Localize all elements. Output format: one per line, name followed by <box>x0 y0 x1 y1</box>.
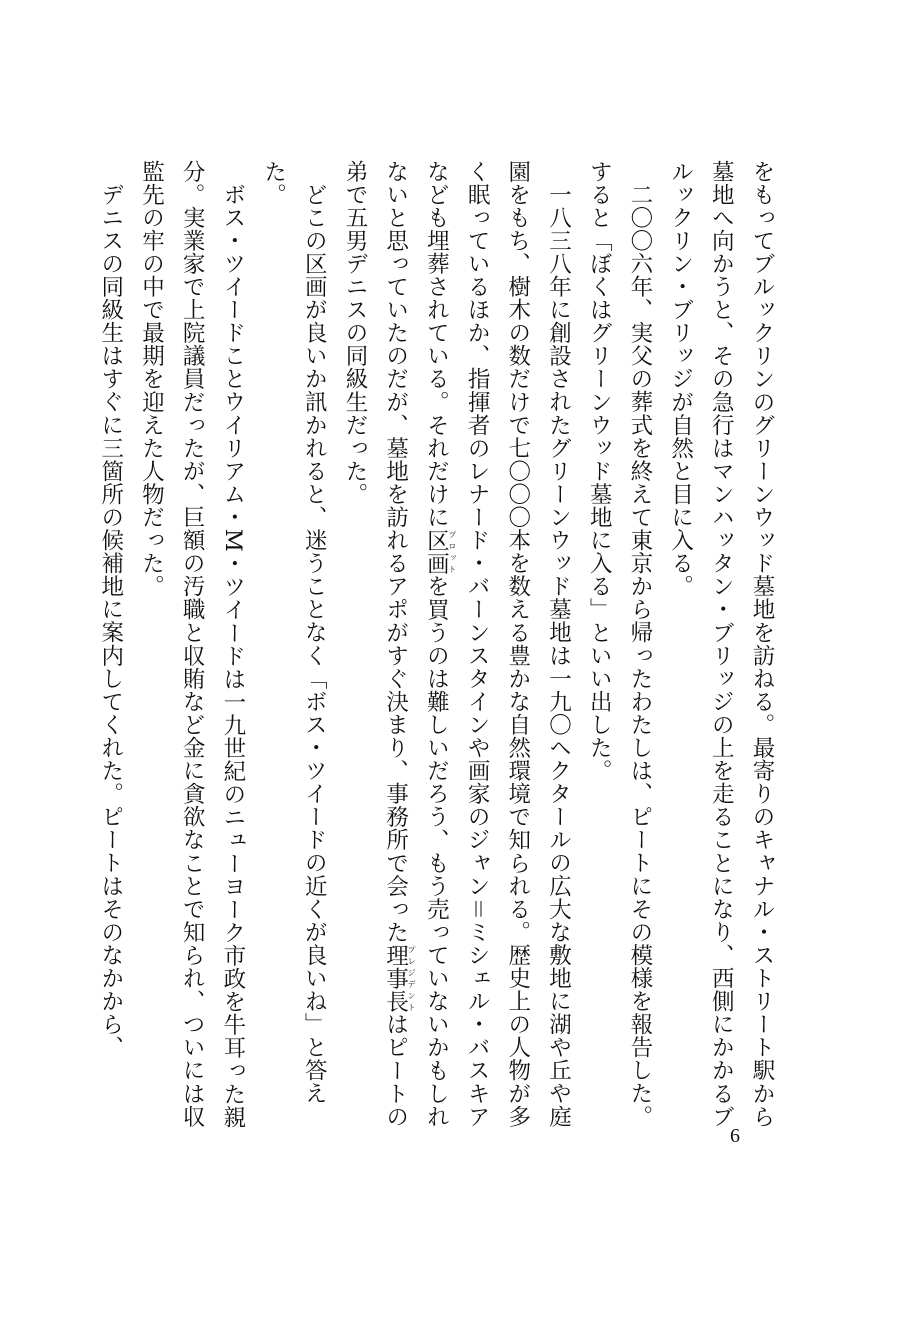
ruby-plot-reading: プロット <box>447 528 457 575</box>
vertical-body-text <box>97 160 782 1150</box>
ruby-plot: 区画プロット <box>423 528 457 575</box>
ruby-president: 理事長プレジデント <box>382 943 417 1013</box>
page-number: 6 <box>730 1125 740 1147</box>
paragraph-5: ボス・ツイードことウイリアム・M・ツイードは一九世紀のニューヨーク市政を牛耳った親分。実業家で上院議員だったが、巨額の汚職と収賄など金に貪欲なことで知られ、ついには収監先の牢の中で最期を迎えた人物だった。 <box>138 160 246 1129</box>
paragraph-6: デニスの同級生はすぐに三箇所の候補地に案内してくれた。ピートはそのなかから、 <box>97 182 124 1059</box>
paragraph-1: をもってブルックリンのグリーンウッド墓地を訪ねる。最寄りのキャナル・ストリート駅から墓地へ向かうと、その急行はマンハッタン・ブリッジの上を走ることになり、西側にかかるブルックリン・ブリッジが自然と目に入る。 <box>667 160 775 1129</box>
paragraph-3 <box>334 160 578 1150</box>
paragraph-3-text: 一八三八年に創設されたグリーンウッド墓地は一九〇ヘクタールの広大な敷地に湖や丘や庭園をもち、樹木の数だけで七〇〇〇本を数える豊かな自然環境で知られる。歴史上の人物が多く眠っているほか、指揮者のレナード・バーンスタインや画家のジャン＝ミシェル・バスキアなども埋葬されている。それだけに区画プロットを買うのは難しいだろう、もう売っていないかもしれないと思っていたのだが、墓地を訪れるアポがすぐ決まり、事務所で会った理事長プレジデントはピートの弟で五男デニスの同級生だった。 <box>341 160 572 1129</box>
ruby-president-reading: プレジデント <box>407 943 417 1013</box>
paragraph-2: 二〇〇六年、実父の葬式を終えて東京から帰ったわたしは、ピートにその模様を報告した。すると「ぼくはグリーンウッド墓地に入る」といい出した。 <box>586 160 653 1128</box>
paragraph-4: どこの区画が良いか訊かれると、迷うことなく「ボス・ツイードの近くが良いね」と答えた。 <box>260 160 328 1105</box>
